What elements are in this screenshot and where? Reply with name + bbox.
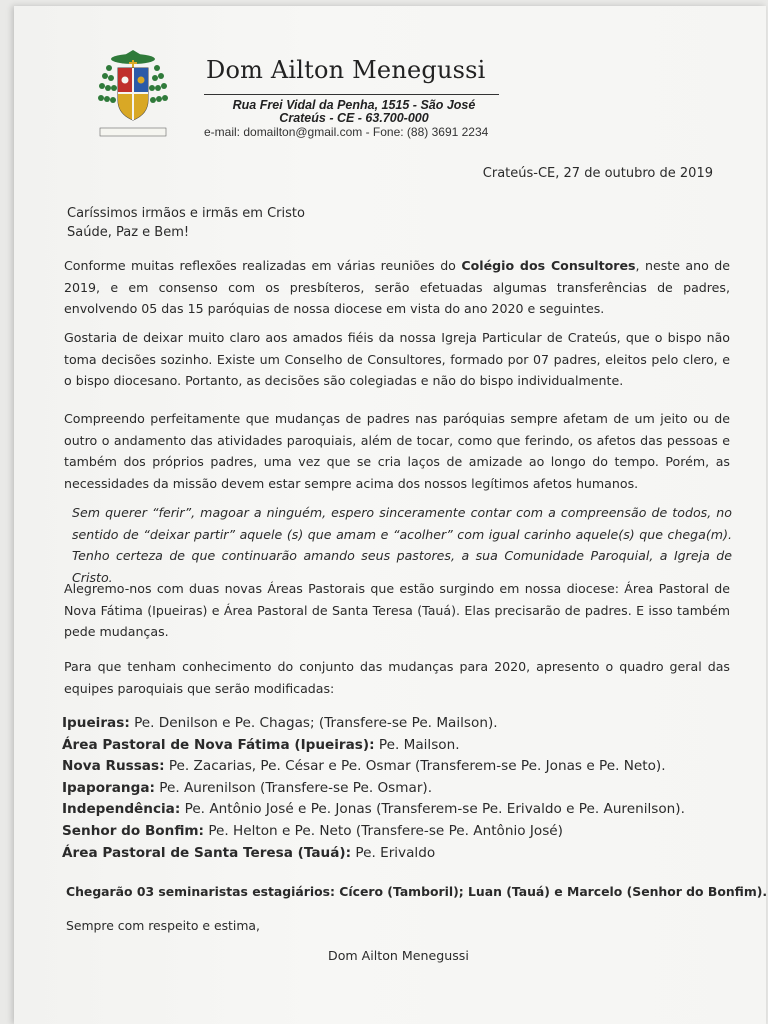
parish-detail: Pe. Helton e Pe. Neto (Transfere-se Pe. Antônio José) [204,822,563,839]
parish-detail: Pe. Erivaldo [351,844,436,861]
paragraph-1-start: Conforme muitas reflexões realizadas em várias reuniões do [64,258,462,273]
paragraph-1 [64,255,730,320]
closing-regards: Sempre com respeito e estima, [66,918,260,933]
parish-name: Ipaporanga: [62,779,155,796]
paragraph-4: Sem querer “ferir”, magoar a ninguém, espero sinceramente contar com a compreensão de todos, no sentido de “deixar partir” aquele (s) que amam e “acolher” com igual carinho aquele(s) que chega(m). Tenho certeza de que continuarão amando seus pastores, a sua Comunidade Paroquial, a Igreja de Cristo. [72,505,732,585]
parish-name: Nova Russas: [62,758,165,775]
letterhead-address: Rua Frei Vidal da Penha, 1515 - São José [232,98,476,112]
parish-detail: Pe. Mailson. [374,736,460,753]
parish-row [62,799,752,821]
parish-detail: Pe. Antônio José e Pe. Jonas (Transferem-se Pe. Erivaldo e Pe. Aurenilson). [180,801,685,818]
letterhead-rule [204,94,499,95]
letterhead-name: Dom Ailton Menegussi [206,56,486,84]
parish-detail: Pe. Denilson e Pe. Chagas; (Transfere-se Pe. Mailson). [129,715,498,731]
salutation-line-1: Caríssimos irmãos e irmãs em Cristo [67,206,305,221]
salutation [67,204,305,242]
paragraph-3: Compreendo perfeitamente que mudanças de padres nas paróquias sempre afetam de um jeito ou de outro o andamento das atividades paroquiais, além de tocar, como que ferindo, os afetos das pessoas e também dos próprios padres, uma vez que se cria laços de amizade ao longo do tempo. Porém, as necessidades da missão devem estar sempre acima dos nossos legítimos afetos humanos. [64,411,730,491]
paragraph-1-end: , neste ano de 2019, e em consenso com os presbíteros, serão efetuadas algumas transferências de padres, envolvendo 05 das 15 paróquias de nossa diocese em vista do ano 2020 e seguintes. [64,258,731,316]
letterhead-contact: e-mail: domailton@gmail.com - Fone: (88) 3691 2234 [204,125,489,139]
parish-name: Ipueiras: [62,715,130,731]
parish-row [62,821,752,843]
parish-name: Área Pastoral de Nova Fátima (Ipueiras): [62,736,375,753]
salutation-line-2: Saúde, Paz e Bem! [67,225,190,240]
parish-detail: Pe. Zacarias, Pe. César e Pe. Osmar (Transferem-se Pe. Jonas e Pe. Neto). [164,758,666,775]
letterhead-city: Crateús - CE - 63.700-000 [279,111,429,125]
letter-page [14,6,766,1024]
parish-name: Independência: [62,801,181,818]
paragraph-6: Para que tenham conhecimento do conjunto das mudanças para 2020, apresento o quadro geral das equipes paroquiais que serão modificadas: [64,659,730,696]
signature-name: Dom Ailton Menegussi [328,948,469,963]
letter-date: Crateús-CE, 27 de outubro de 2019 [482,166,713,181]
parish-name: Área Pastoral de Santa Teresa (Tauá): [62,844,352,861]
parish-row [62,756,752,778]
paragraph-1-bold: Colégio dos Consultores [461,258,636,273]
episcopal-coat-of-arms-icon [96,48,170,140]
parish-row [62,843,752,865]
parish-row [62,778,752,800]
parish-name: Senhor do Bonfim: [62,822,204,839]
parish-list [62,713,752,864]
paragraph-5: Alegremo-nos com duas novas Áreas Pastorais que estão surgindo em nossa diocese: Área Pastoral de Nova Fátima (Ipueiras) e Área Pastoral de Santa Teresa (Tauá). Elas precisarão de padres. E isso também pede mudanças. [64,581,730,639]
parish-row [62,713,752,735]
seminarians-note: Chegarão 03 seminaristas estagiários: Cícero (Tamboril); Luan (Tauá) e Marcelo (Senhor do Bonfim). [66,884,768,899]
parish-detail: Pe. Aurenilson (Transfere-se Pe. Osmar). [154,779,433,796]
parish-row [62,735,752,757]
paragraph-2: Gostaria de deixar muito claro aos amados fiéis da nossa Igreja Particular de Crateús, que o bispo não toma decisões sozinho. Existe um Conselho de Consultores, formado por 07 padres, eleitos pelo clero, e o bispo diocesano. Portanto, as decisões são colegiadas e não do bispo individualmente. [64,330,730,388]
